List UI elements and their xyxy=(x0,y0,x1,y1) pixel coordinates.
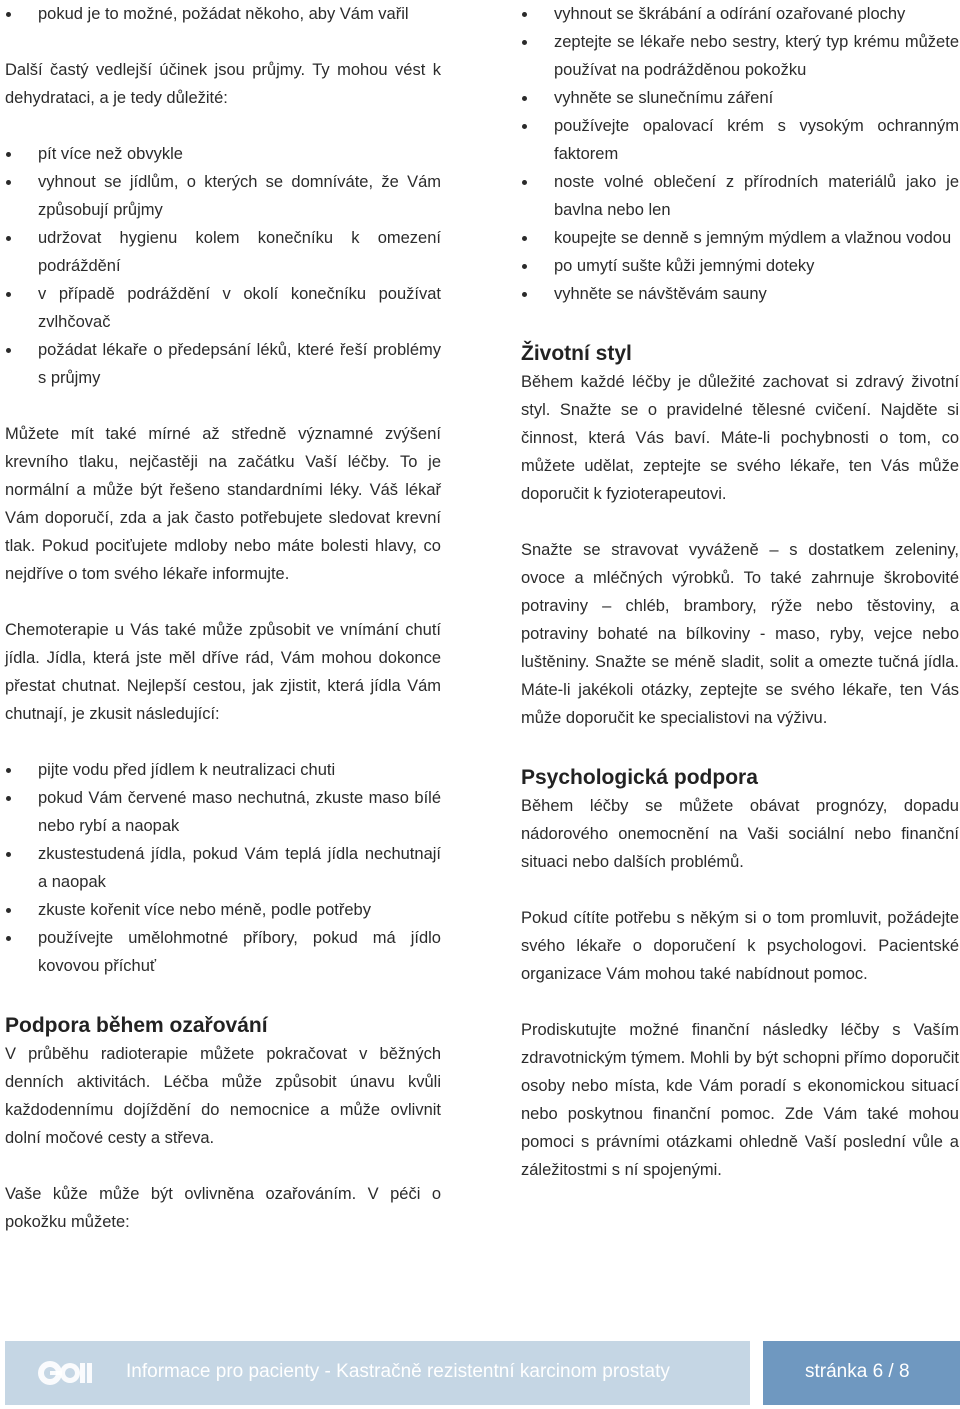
list-item: zkuste kořenit více nebo méně, podle potřeby xyxy=(5,896,441,924)
list-item: noste volné oblečení z přírodních materiálů jako je bavlna nebo len xyxy=(521,168,959,224)
list-item: vyhněte se slunečnímu záření xyxy=(521,84,959,112)
list-item: zkustestudená jídla, pokud Vám teplá jídla nechutnají a naopak xyxy=(5,840,441,896)
bullet-list-diarrhea xyxy=(5,140,441,392)
bullet-list-skin-care xyxy=(521,0,959,308)
list-item: používejte umělohmotné příbory, pokud má jídlo kovovou příchuť xyxy=(5,924,441,980)
page-number: stránka 6 / 8 xyxy=(805,1361,910,1382)
list-item: pít více než obvykle xyxy=(5,140,441,168)
paragraph-diet: Snažte se stravovat vyváženě – s dostatkem zeleniny, ovoce a mléčných výrobků. To také zahrnuje škrobovité potraviny – chléb, brambory, rýže nebo těstoviny, a potraviny bohaté na bílkoviny - maso, ryby, vejce nebo luštěniny. Snažte se méně sladit, solit a omezte tučná jídla. Máte-li jakékoli otázky, zeptejte se svého lékaře, ten Vás může doporučit ke specialistovi na výživu. xyxy=(521,541,959,727)
right-column xyxy=(521,0,959,1184)
paragraph-financial: Prodiskutujte možné finanční následky léčby s Vaším zdravotnickým týmem. Mohli by být schopni přímo doporučit osoby nebo místa, kde Vám poradí s ekonomickou situací nebo poskytnou finanční pomoc. Zde Vám také mohou pomoci s právními otázkami ohledně Vaší poslední vůle a záležitostmi s ní spojenými. xyxy=(521,1021,959,1179)
list-item: po umytí sušte kůži jemnými doteky xyxy=(521,252,959,280)
paragraph-taste: Chemoterapie u Vás také může způsobit ve vnímání chutí jídla. Jídla, která jste měl dříve rád, Vám mohou dokonce přestat chutnat. Nejlepší cestou, jak zjistit, která jídla Vám chutnají, je zkusit následující: xyxy=(5,621,441,723)
list-item: zeptejte se lékaře nebo sestry, který typ krému můžete používat na podrážděnou pokožku xyxy=(521,28,959,84)
left-column xyxy=(5,0,441,1236)
paragraph-lifestyle: Během každé léčby je důležité zachovat si zdravý životní styl. Snažte se o pravidelné tělesné cvičení. Najděte si činnost, která Vás baví. Máte-li pochybnosti o tom, co můžete udělat, zeptejte se svého lékaře, ten Vás může doporučit k fyzioterapeutovi. xyxy=(521,373,959,503)
list-item: koupejte se denně s jemným mýdlem a vlažnou vodou xyxy=(521,224,959,252)
footer-title: Informace pro pacienty - Kastračně rezistentní karcinom prostaty xyxy=(126,1361,670,1382)
bullet-list-taste xyxy=(5,756,441,980)
footer-page-box xyxy=(763,1341,960,1405)
paragraph-radiotherapy: V průběhu radioterapie můžete pokračovat v běžných denních aktivitách. Léčba může způsobit únavu kvůli každodennímu dojíždění do nemocnice a může ovlivnit dolní močové cesty a střeva. xyxy=(5,1045,441,1147)
list-item: používejte opalovací krém s vysokým ochranným faktorem xyxy=(521,112,959,168)
list-item: pokud je to možné, požádat někoho, aby Vám vařil xyxy=(5,0,441,28)
page-footer xyxy=(0,1341,960,1405)
list-item: vyhnout se jídlům, o kterých se domníváte, že Vám způsobují průjmy xyxy=(5,168,441,224)
list-item: vyhnout se škrábání a odírání ozařované plochy xyxy=(521,0,959,28)
list-item: vyhněte se návštěvám sauny xyxy=(521,280,959,308)
heading-lifestyle: Životní styl xyxy=(521,342,632,365)
heading-radiation-support: Podpora během ozařování xyxy=(5,1014,268,1037)
list-item: pijte vodu před jídlem k neutralizaci chuti xyxy=(5,756,441,784)
paragraph-talk: Pokud cítíte potřebu s někým si o tom promluvit, požádejte svého lékaře o doporučení k psychologovi. Pacientské organizace Vám mohou také nabídnout pomoc. xyxy=(521,909,959,983)
list-item: udržovat hygienu kolem konečníku k omezení podráždění xyxy=(5,224,441,280)
list-item: v případě podráždění v okolí konečníku používat zvlhčovač xyxy=(5,280,441,336)
footer-title-bar xyxy=(5,1341,750,1405)
paragraph-diarrhea-intro: Další častý vedlejší účinek jsou průjmy. Ty mohou vést k dehydrataci, a je tedy důležité: xyxy=(5,61,441,107)
bullet-list-cooking xyxy=(5,0,441,28)
paragraph-worries: Během léčby se můžete obávat prognózy, dopadu nádorového onemocnění na Vaši sociální nebo finanční situaci nebo dalších problémů. xyxy=(521,797,959,871)
paragraph-blood-pressure: Můžete mít také mírné až středně významné zvýšení krevního tlaku, nejčastěji na začátku Vaší léčby. To je normální a může být řešeno standardními léky. Váš lékař Vám doporučí, zda a jak často potřebujete sledovat krevní tlak. Pokud pociťujete mdloby nebo máte bolesti hlavy, co nejdříve o tom svého lékaře informujte. xyxy=(5,425,441,583)
eau-logo-icon xyxy=(32,1355,92,1391)
list-item: požádat lékaře o předepsání léků, které řeší problémy s průjmy xyxy=(5,336,441,392)
list-item: pokud Vám červené maso nechutná, zkuste maso bílé nebo rybí a naopak xyxy=(5,784,441,840)
paragraph-skin: Vaše kůže může být ovlivněna ozařováním. V péči o pokožku můžete: xyxy=(5,1185,441,1231)
heading-psychological-support: Psychologická podpora xyxy=(521,766,758,789)
